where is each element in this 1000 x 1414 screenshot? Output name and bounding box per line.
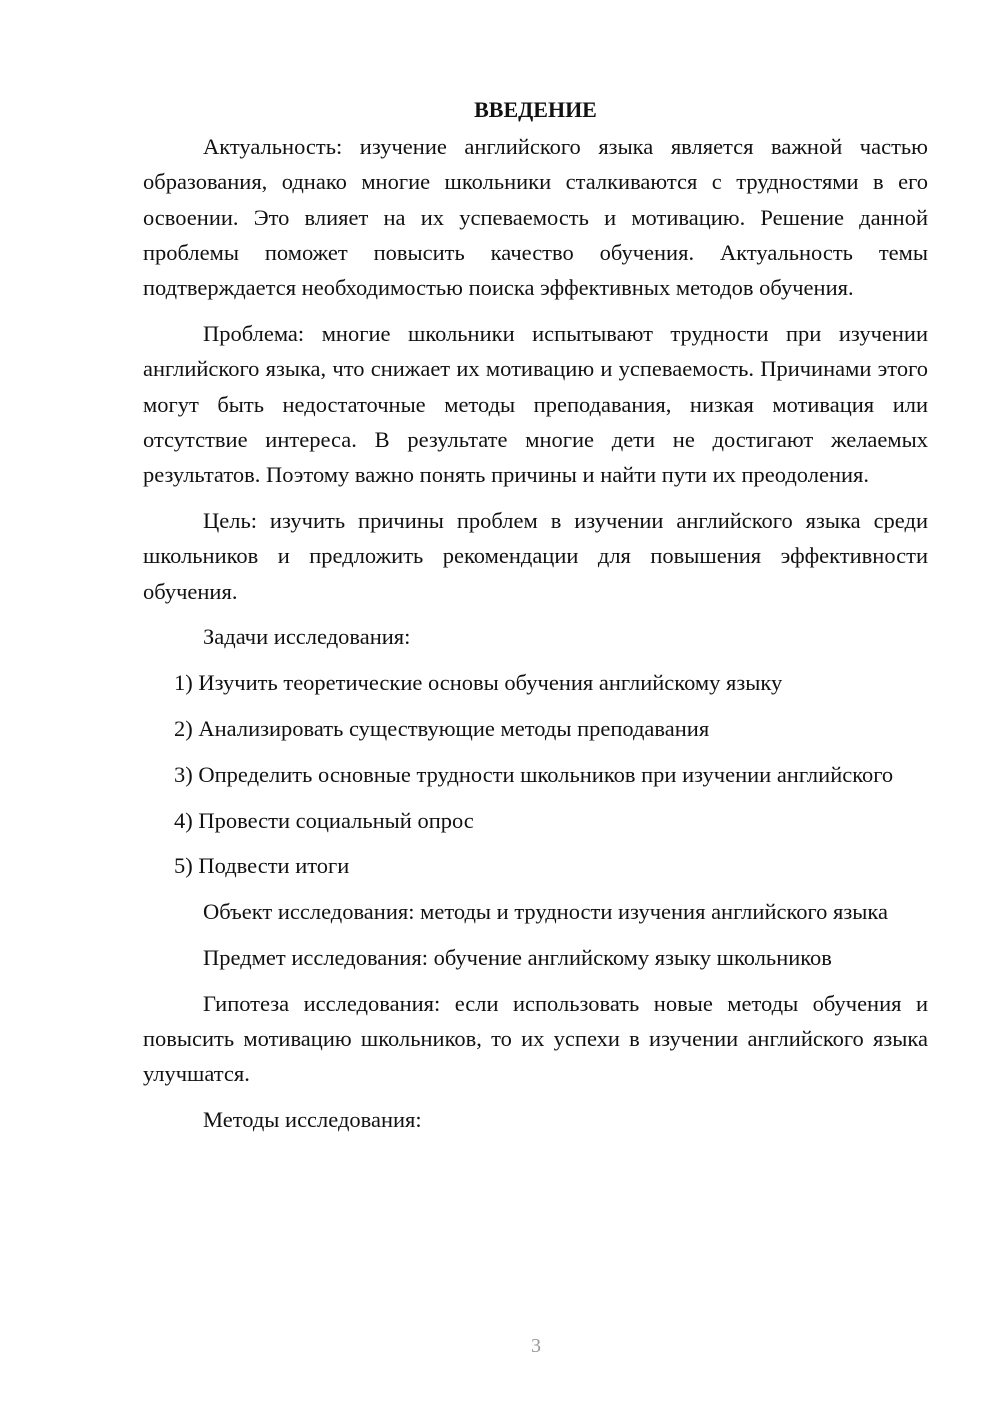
goal-paragraph: Цель: изучить причины проблем в изучении английского языка среди школьников и предложить рекомендации для повышения эффективности обучения. (143, 507, 928, 604)
object-paragraph: Объект исследования: методы и трудности изучения английского языка (203, 899, 888, 925)
page-number: 3 (531, 1335, 541, 1357)
tasks-heading: Задачи исследования: (203, 624, 411, 650)
hypothesis-paragraph: Гипотеза исследования: если использовать новые методы обучения и повысить мотивацию школьников, то их успехи в изучении английского языка улучшатся. (143, 990, 928, 1087)
task-item: 1) Изучить теоретические основы обучения английскому языку (174, 670, 783, 696)
task-item: 2) Анализировать существующие методы преподавания (174, 715, 710, 741)
problem-paragraph: Проблема: многие школьники испытывают трудности при изучении английского языка, что снижает их мотивацию и успеваемость. Причинами этого могут быть недостаточные методы преподавания, низкая мотивация или отсутствие интереса. В результате многие дети не достигают желаемых результатов. Поэтому важно понять причины и найти пути их преодоления. (143, 320, 928, 488)
task-item: 3) Определить основные трудности школьников при изучении английского (174, 761, 894, 787)
subject-paragraph: Предмет исследования: обучение английскому языку школьников (203, 944, 832, 970)
methods-heading: Методы исследования: (203, 1107, 422, 1133)
page-content (143, 92, 928, 1148)
task-item: 4) Провести социальный опрос (174, 807, 474, 833)
relevance-paragraph: Актуальность: изучение английского языка является важной частью образования, однако многие школьники сталкиваются с трудностями в его освоении. Это влияет на их успеваемость и мотивацию. Решение данной проблемы поможет повысить качество обучения. Актуальность темы подтверждается необходимостью поиска эффективных методов обучения. (143, 134, 928, 301)
task-item: 5) Подвести итоги (174, 853, 350, 879)
section-title: ВВЕДЕНИЕ (474, 97, 597, 122)
